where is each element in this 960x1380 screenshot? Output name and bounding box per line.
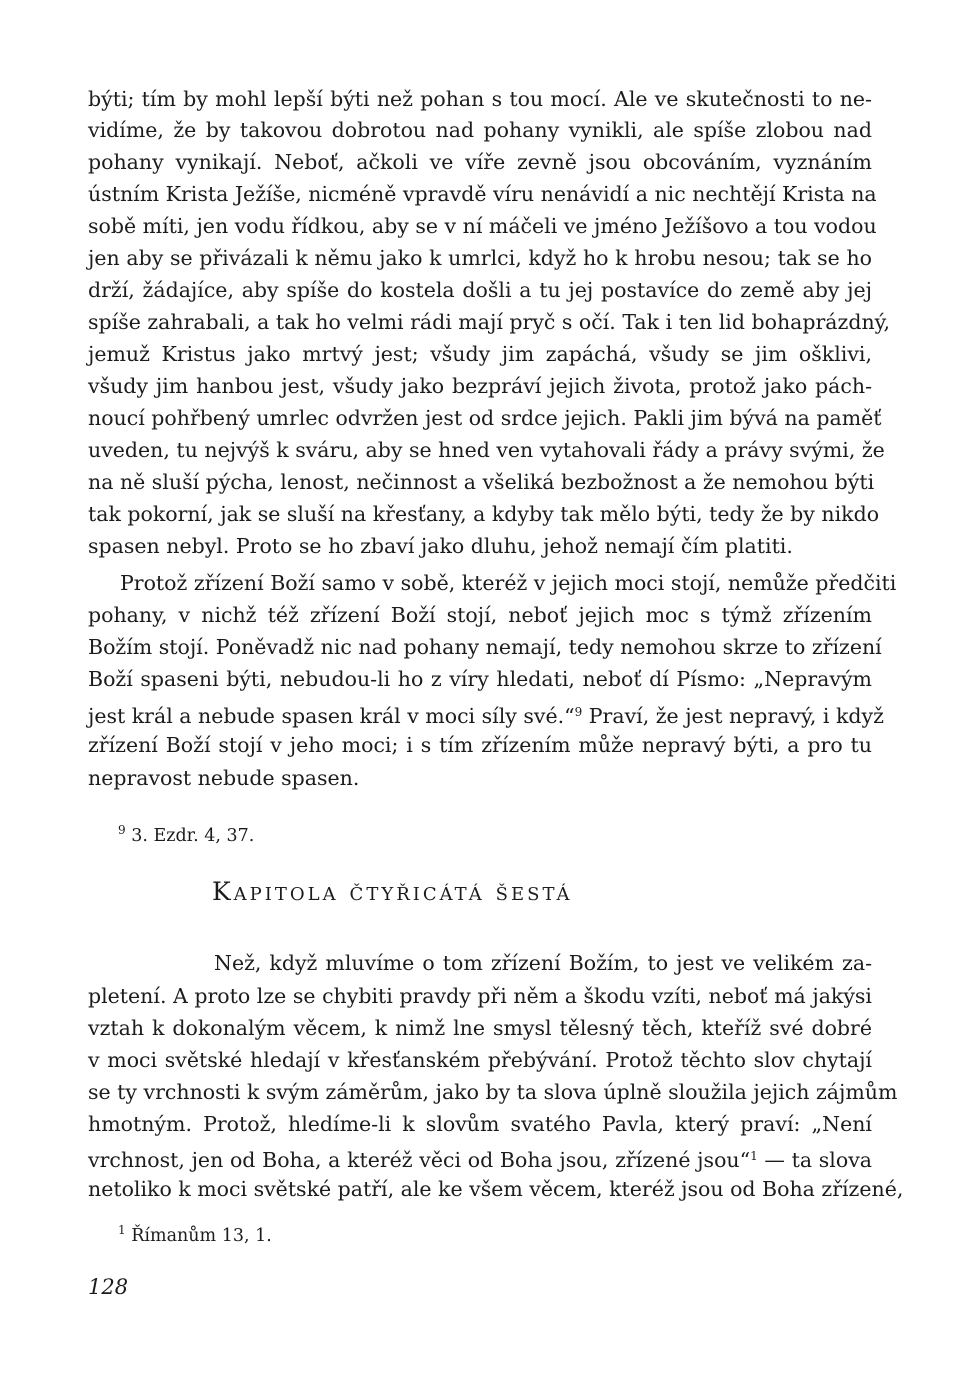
text-line: hmotným. Protož, hledíme-li k slovům svatého Pavla, který praví: „Není <box>88 1112 872 1136</box>
text-line: pohany, v nichž též zřízení Boží stojí, neboť jejich moc s týmž zřízením <box>88 603 872 627</box>
text-line: noucí pohřbený umrlec odvržen jest od srdce jejich. Pakli jim bývá na paměť <box>88 406 882 430</box>
text-line: Boží spaseni býti, nebudou-li ho z víry hledati, neboť dí Písmo: „Nepravým <box>88 667 872 691</box>
text-line: na ně sluší pýcha, lenost, nečinnost a všeliká bezbožnost a že nemohou býti <box>88 470 875 494</box>
text-line: jemuž Kristus jako mrtvý jest; všudy jim zapáchá, všudy se jim ošklivi, <box>88 342 872 366</box>
text-line: pletení. A proto lze se chybiti pravdy při něm a škodu vzíti, neboť má jakýsi <box>88 984 872 1008</box>
text-line-with-footnote-ref <box>88 1141 872 1175</box>
text-line: uveden, tu nejvýš k sváru, aby se hned ven vytahovali řády a právy svými, že <box>88 438 885 462</box>
text-line: nepravost nebude spasen. <box>88 766 360 790</box>
text-line: tak pokorní, jak se sluší na křesťany, a kdyby tak mělo býti, tedy že by nikdo <box>88 502 880 526</box>
text-line-with-footnote-ref <box>88 697 884 731</box>
text-segment: Praví, že jest nepravý, i když <box>582 704 884 728</box>
text-line: netoliko k moci světské patří, ale ke všem věcem, kteréž jsou od Boha zřízené, <box>88 1177 904 1201</box>
text-line: drží, žádajíce, aby spíše do kostela došli a tu jej postavíce do země aby jej <box>88 278 872 302</box>
chapter-heading: Kapitola čtyřicátá šestá <box>212 877 573 906</box>
text-line: ústním Krista Ježíše, nicméně vpravdě víru nenávidí a nic nechtějí Krista na <box>88 182 877 206</box>
text-line: v moci světské hledají v křesťanském přebývání. Protož těchto slov chytají <box>88 1048 872 1072</box>
footnote-ref: 9 <box>574 705 583 719</box>
footnote <box>118 818 254 848</box>
footnote-text: 3. Ezdr. 4, 37. <box>125 826 255 846</box>
text-segment: vrchnost, jen od Boha, a kteréž věci od Boha jsou, zřízené jsou“ <box>88 1148 751 1172</box>
text-line: vztah k dokonalým věcem, k nimž lne smysl tělesný těch, kteříž své dobré <box>88 1016 872 1040</box>
text-line: sobě míti, jen vodu řídkou, aby se v ní máčeli ve jméno Ježíšovo a tou vodou <box>88 214 877 238</box>
paragraph-first-line: Protož zřízení Boží samo v sobě, kteréž v jejich moci stojí, nemůže předčiti <box>120 571 897 595</box>
text-segment: jest král a nebude spasen král v moci síly své.“ <box>88 704 575 728</box>
text-line: jen aby se přivázali k němu jako k umrlci, když ho k hrobu nesou; tak se ho <box>88 246 872 270</box>
page-number: 128 <box>88 1275 129 1299</box>
text-line: býti; tím by mohl lepší býti než pohan s tou mocí. Ale ve skutečnosti to ne- <box>88 87 872 111</box>
footnote-ref: 1 <box>750 1149 758 1163</box>
text-line: všudy jim hanbou jest, všudy jako bezpráví jejich života, protož jako pách- <box>88 374 872 398</box>
paragraph-first-line: Než, když mluvíme o tom zřízení Božím, to jest ve velikém za- <box>214 951 872 975</box>
footnote-text: Římanům 13, 1. <box>125 1226 272 1246</box>
footnote-mark: 9 <box>118 823 126 837</box>
text-line: vidíme, že by takovou dobrotou nad pohany vynikli, ale spíše zlobou nad <box>88 118 872 142</box>
footnote-mark: 1 <box>118 1223 126 1237</box>
text-line: spíše zahrabali, a tak ho velmi rádi mají pryč s očí. Tak i ten lid bohaprázdný, <box>88 310 891 334</box>
text-line: se ty vrchnosti k svým záměrům, jako by ta slova úplně sloužila jejich zájmům <box>88 1080 898 1104</box>
text-line: Božím stojí. Poněvadž nic nad pohany nemají, tedy nemohou skrze to zřízení <box>88 635 882 659</box>
text-line: pohany vynikají. Neboť, ačkoli ve víře zevně jsou obcováním, vyznáním <box>88 150 872 174</box>
text-line: spasen nebyl. Proto se ho zbaví jako dluhu, jehož nemají čím platiti. <box>88 534 793 558</box>
text-line: zřízení Boží stojí v jeho moci; i s tím zřízením může nepravý býti, a pro tu <box>88 733 872 757</box>
text-segment: — ta slova <box>757 1148 873 1172</box>
footnote <box>118 1218 272 1248</box>
